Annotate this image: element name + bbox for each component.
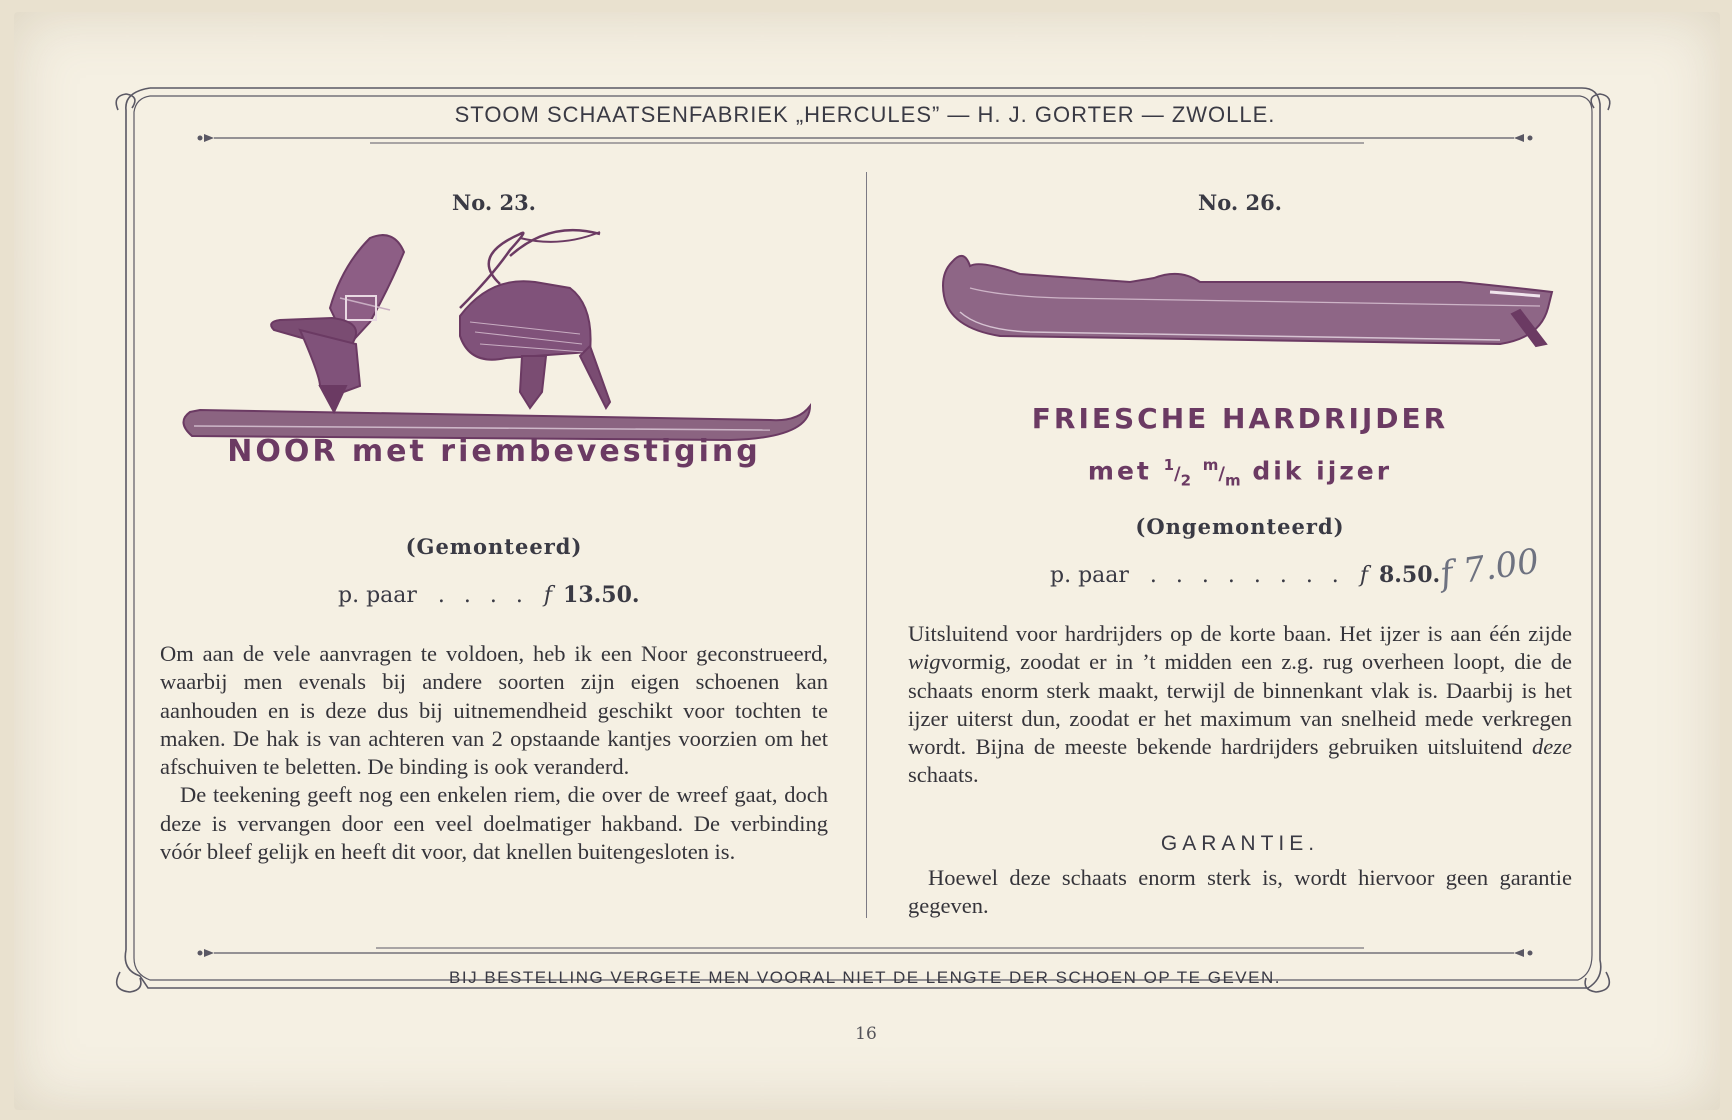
price-label: p. paar bbox=[338, 583, 417, 608]
price-line bbox=[338, 582, 640, 608]
noor-skate-illustration bbox=[170, 226, 820, 456]
price-dots: . . . . . . . . bbox=[1149, 563, 1345, 588]
mounting-status: (Ongemonteerd) bbox=[1135, 514, 1345, 539]
description-paragraph: De teekening geeft nog een enkelen riem, die over de wreef gaat, doch deze is vervangen door een veel doelmatiger hakband. De verbinding vóór bleef gelijk en heeft dit voor, dat knellen buitengesloten is. bbox=[160, 782, 828, 865]
description-paragraph bbox=[908, 620, 1572, 790]
handwritten-price: f 7.00 bbox=[1437, 541, 1542, 595]
guarantee-heading: GARANTIE. bbox=[1160, 832, 1320, 855]
fraction-denominator: 2 bbox=[1180, 471, 1192, 490]
fraction-numerator: 1 bbox=[1163, 456, 1175, 474]
thickness-suffix: dik ijzer bbox=[1252, 456, 1393, 486]
description-paragraph: Om aan de vele aanvragen te voldoen, heb ik een Noor geconstrueerd, waarbij men evenals bij andere soorten zijn eigen schoenen kan aanhouden en is deze dus bij uitnemendheid geschikt voor tochten te maken. De hak is van achteren van 2 opstaande kantjes voorzien om het afschuiven te beletten. De binding is ook veranderd. bbox=[160, 641, 828, 780]
product-description bbox=[908, 620, 1572, 790]
emphasized-text: wig bbox=[908, 649, 941, 675]
left-column bbox=[160, 0, 828, 1120]
product-title: NOOR met riembevestiging bbox=[227, 434, 761, 469]
product-description bbox=[160, 640, 828, 866]
model-number: No. 26. bbox=[1198, 190, 1282, 215]
price-dots: . . . . bbox=[437, 583, 529, 608]
price-value: 13.50. bbox=[563, 582, 640, 608]
description-text: schaats. bbox=[908, 762, 979, 788]
price-line bbox=[1050, 562, 1440, 588]
product-title: FRIESCHE HARDRIJDER bbox=[1031, 402, 1449, 435]
unit-numerator: m bbox=[1202, 456, 1219, 474]
description-text: vormig, zoodat er in ’t midden een z.g. rug overheen loopt, die de schaats enorm sterk maakt, terwijl de binnenkant vlak is. Daarbij is het ijzer uiterst dun, zoodat er het maximum van snelheid mede verkregen wordt. Bijna de meeste bekende hardrijders gebruiken uitsluitend bbox=[908, 649, 1572, 760]
price-currency: f bbox=[1359, 563, 1368, 588]
price-value: 8.50. bbox=[1378, 562, 1441, 588]
model-number: No. 23. bbox=[452, 190, 536, 215]
guarantee-text bbox=[908, 864, 1572, 921]
column-divider bbox=[866, 172, 867, 918]
order-note: BIJ BESTELLING VERGETE MEN VOORAL NIET DE LENGTE DER SCHOEN OP TE GEVEN. bbox=[449, 968, 1281, 987]
page-number: 16 bbox=[855, 1024, 877, 1044]
catalog-header: STOOM SCHAATSENFABRIEK „HERCULES” — H. J. GORTER — ZWOLLE. bbox=[454, 102, 1276, 127]
hardrijder-skate-illustration bbox=[940, 248, 1566, 358]
right-column bbox=[908, 0, 1572, 1120]
guarantee-paragraph: Hoewel deze schaats enorm sterk is, wordt hiervoor geen garantie gegeven. bbox=[908, 865, 1572, 919]
mounting-status: (Gemonteerd) bbox=[405, 534, 583, 559]
unit-denominator: m bbox=[1224, 471, 1241, 490]
blade-thickness: met $^1/_2$ $^m/_m$ dik ijzer bbox=[1087, 456, 1393, 490]
thickness-prefix: met bbox=[1087, 456, 1152, 486]
price-label: p. paar bbox=[1050, 563, 1129, 588]
description-text: Uitsluitend voor hardrijders op de korte baan. Het ijzer is aan één zijde bbox=[908, 621, 1572, 646]
price-currency: f bbox=[543, 583, 553, 608]
emphasized-text: deze bbox=[1532, 734, 1572, 760]
